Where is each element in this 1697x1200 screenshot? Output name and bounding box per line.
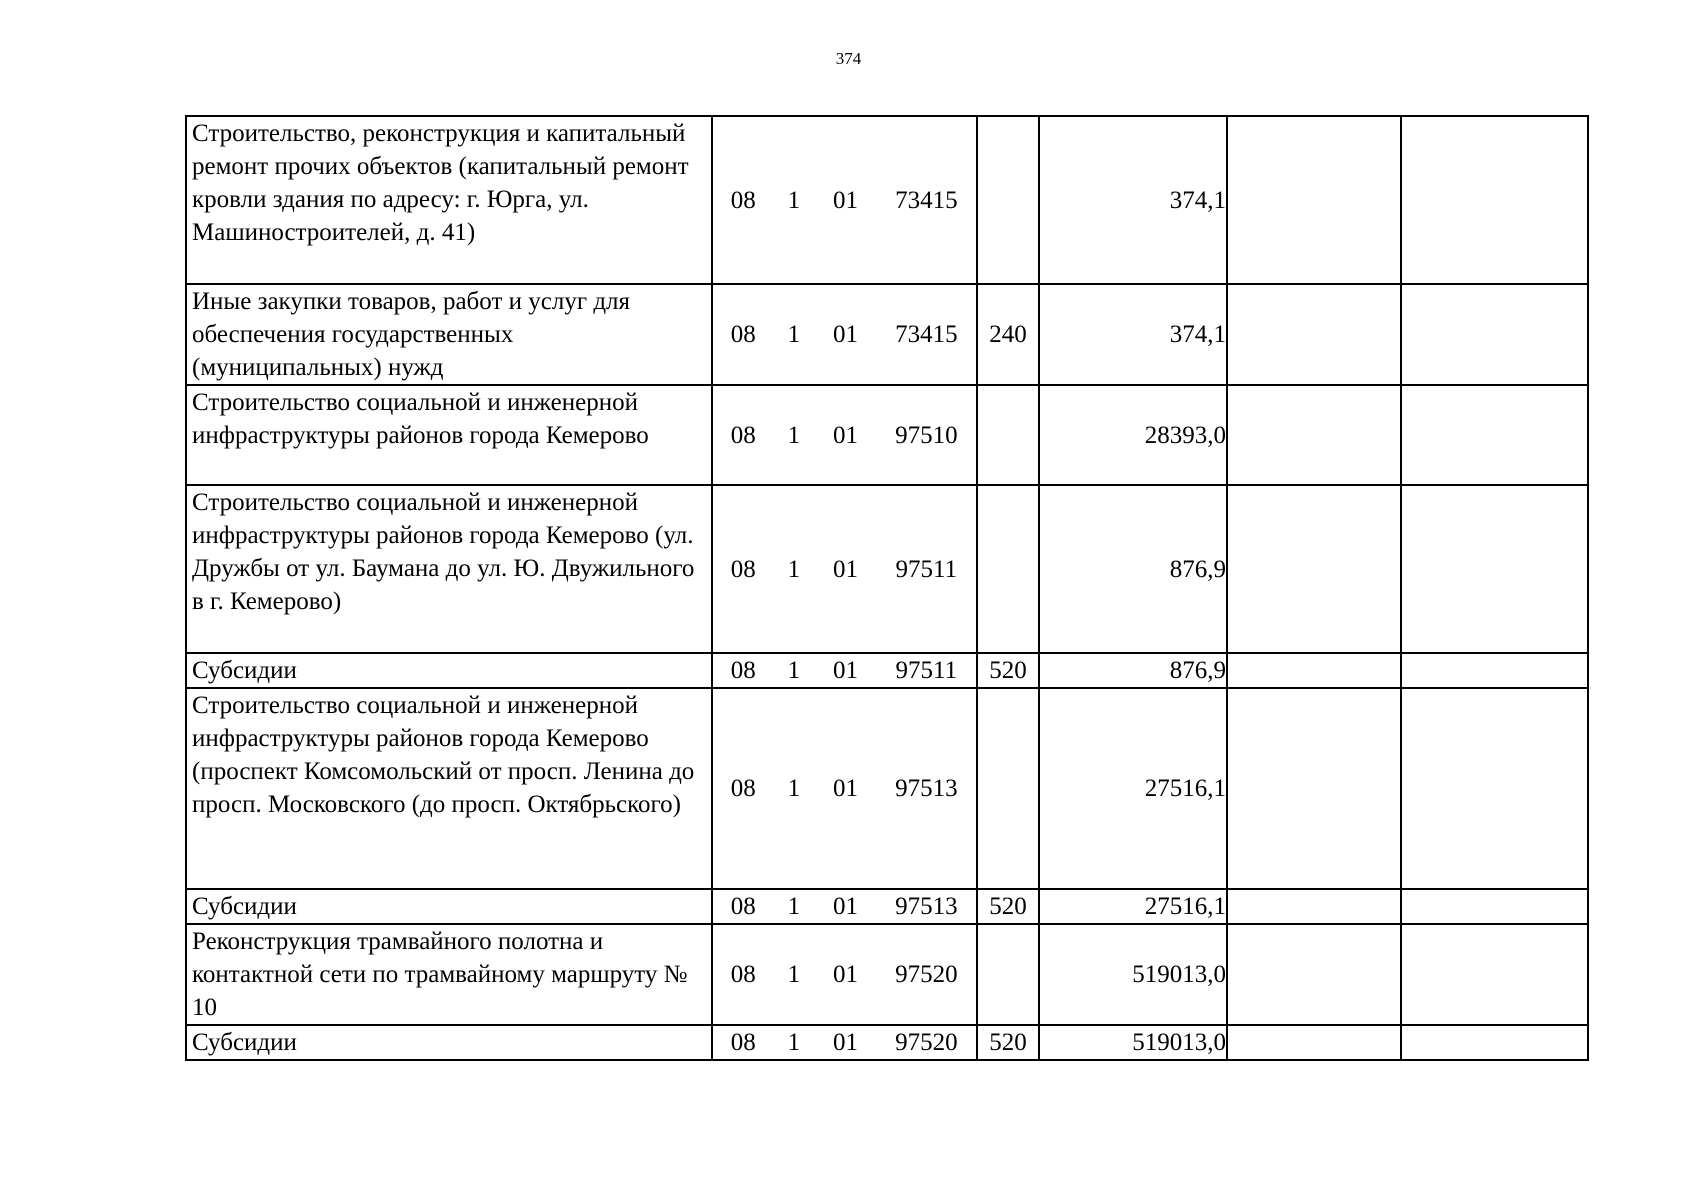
row-code <box>712 1025 977 1060</box>
table-row <box>186 284 1588 385</box>
program-code: 1 <box>787 657 801 684</box>
empty-cell <box>1401 688 1588 889</box>
row-description: Субсидии <box>186 1025 712 1060</box>
row-code <box>712 485 977 653</box>
target-item-code: 97513 <box>895 893 958 920</box>
program-code: 1 <box>787 421 801 449</box>
row-description: Строительство социальной и инженерной инфраструктуры районов города Кемерово (ул. Дружбы от ул. Баумана до ул. Ю. Двужильного в г. Кемерово) <box>186 485 712 653</box>
empty-cell <box>1401 485 1588 653</box>
subprogram-code: 01 <box>832 186 858 214</box>
program-code: 1 <box>787 186 801 214</box>
expense-type-code <box>977 485 1039 653</box>
program-code: 1 <box>787 961 801 988</box>
table-row <box>186 924 1588 1025</box>
section-code: 08 <box>730 775 756 802</box>
target-item-code: 97520 <box>895 961 958 988</box>
empty-cell <box>1227 1025 1401 1060</box>
table-row <box>186 385 1588 485</box>
amount: 519013,0 <box>1039 924 1227 1025</box>
table-row <box>186 485 1588 653</box>
row-description: Реконструкция трамвайного полотна и контактной сети по трамвайному маршруту № 10 <box>186 924 712 1025</box>
amount: 876,9 <box>1039 485 1227 653</box>
subprogram-code: 01 <box>832 321 858 348</box>
amount: 876,9 <box>1039 653 1227 688</box>
amount: 28393,0 <box>1039 385 1227 485</box>
empty-cell <box>1401 889 1588 924</box>
empty-cell <box>1227 688 1401 889</box>
target-item-code: 97520 <box>895 1029 958 1056</box>
subprogram-code: 01 <box>832 961 858 988</box>
empty-cell <box>1401 284 1588 385</box>
empty-cell <box>1227 116 1401 284</box>
subprogram-code: 01 <box>832 421 858 449</box>
empty-cell <box>1401 116 1588 284</box>
empty-cell <box>1227 284 1401 385</box>
empty-cell <box>1401 385 1588 485</box>
empty-cell <box>1401 924 1588 1025</box>
row-code <box>712 688 977 889</box>
row-description: Строительство социальной и инженерной инфраструктуры районов города Кемерово (проспект Комсомольский от просп. Ленина до просп. Московского (до просп. Октябрьского) <box>186 688 712 889</box>
table-row <box>186 653 1588 688</box>
target-item-code: 97511 <box>895 555 958 583</box>
program-code: 1 <box>787 893 801 920</box>
empty-cell <box>1227 385 1401 485</box>
amount: 374,1 <box>1039 284 1227 385</box>
target-item-code: 97513 <box>895 775 958 802</box>
budget-table <box>185 115 1589 1061</box>
subprogram-code: 01 <box>832 893 858 920</box>
row-code <box>712 116 977 284</box>
empty-cell <box>1227 485 1401 653</box>
expense-type-code: 240 <box>977 284 1039 385</box>
empty-cell <box>1227 924 1401 1025</box>
row-code <box>712 653 977 688</box>
section-code: 08 <box>730 893 756 920</box>
target-item-code: 73415 <box>895 186 958 214</box>
row-code <box>712 889 977 924</box>
target-item-code: 73415 <box>895 321 958 348</box>
section-code: 08 <box>730 657 756 684</box>
program-code: 1 <box>787 555 801 583</box>
row-description: Строительство, реконструкция и капитальный ремонт прочих объектов (капитальный ремонт кровли здания по адресу: г. Юрга, ул. Машиностроителей, д. 41) <box>186 116 712 284</box>
empty-cell <box>1401 1025 1588 1060</box>
amount: 374,1 <box>1039 116 1227 284</box>
expense-type-code <box>977 116 1039 284</box>
table-row <box>186 889 1588 924</box>
row-description: Строительство социальной и инженерной инфраструктуры районов города Кемерово <box>186 385 712 485</box>
empty-cell <box>1227 889 1401 924</box>
section-code: 08 <box>730 555 756 583</box>
section-code: 08 <box>730 961 756 988</box>
target-item-code: 97511 <box>895 657 958 684</box>
section-code: 08 <box>730 321 756 348</box>
expense-type-code: 520 <box>977 1025 1039 1060</box>
section-code: 08 <box>730 421 756 449</box>
budget-table-body <box>186 116 1588 1060</box>
row-description: Субсидии <box>186 653 712 688</box>
empty-cell <box>1401 653 1588 688</box>
program-code: 1 <box>787 775 801 802</box>
subprogram-code: 01 <box>832 775 858 802</box>
expense-type-code <box>977 924 1039 1025</box>
expense-type-code: 520 <box>977 889 1039 924</box>
row-description: Иные закупки товаров, работ и услуг для обеспечения государственных (муниципальных) нужд <box>186 284 712 385</box>
expense-type-code <box>977 385 1039 485</box>
subprogram-code: 01 <box>832 657 858 684</box>
expense-type-code <box>977 688 1039 889</box>
table-row <box>186 116 1588 284</box>
amount: 27516,1 <box>1039 688 1227 889</box>
program-code: 1 <box>787 321 801 348</box>
subprogram-code: 01 <box>832 555 858 583</box>
target-item-code: 97510 <box>895 421 958 449</box>
section-code: 08 <box>730 186 756 214</box>
table-row <box>186 688 1588 889</box>
expense-type-code: 520 <box>977 653 1039 688</box>
table-row <box>186 1025 1588 1060</box>
empty-cell <box>1227 653 1401 688</box>
row-description: Субсидии <box>186 889 712 924</box>
amount: 519013,0 <box>1039 1025 1227 1060</box>
row-code <box>712 284 977 385</box>
program-code: 1 <box>787 1029 801 1056</box>
subprogram-code: 01 <box>832 1029 858 1056</box>
page-number: 374 <box>835 49 862 68</box>
amount: 27516,1 <box>1039 889 1227 924</box>
row-code <box>712 385 977 485</box>
section-code: 08 <box>730 1029 756 1056</box>
row-code <box>712 924 977 1025</box>
